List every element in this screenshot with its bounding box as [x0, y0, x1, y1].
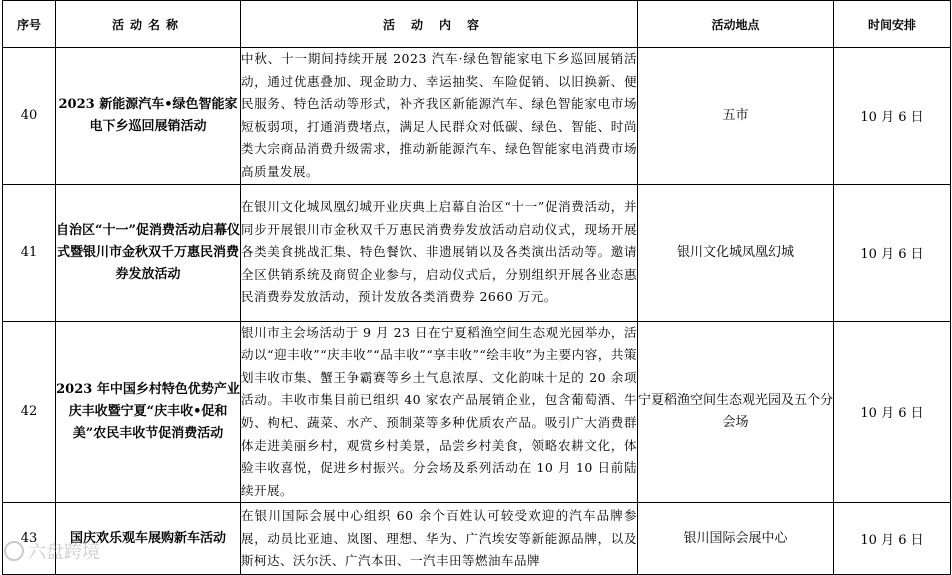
row-index: 43	[3, 503, 56, 575]
row-time: 10 月 6 日	[834, 184, 951, 321]
header-index: 序号	[3, 1, 56, 48]
row-time: 10 月 6 日	[834, 48, 951, 185]
watermark-logo-icon	[4, 541, 24, 561]
row-activity-name: 2023 新能源汽车•绿色智能家电下乡巡回展销活动	[56, 48, 241, 185]
header-location: 活动地点	[638, 1, 834, 48]
header-activity-name: 活动名称	[56, 1, 241, 48]
row-activity-name: 自治区“十一”促消费活动启幕仪式暨银川市金秋双千万惠民消费券发放活动	[56, 184, 241, 321]
row-activity-name: 国庆欢乐观车展购新车活动	[56, 503, 241, 575]
table-row	[3, 503, 951, 575]
row-index: 42	[3, 321, 56, 503]
row-activity-content: 在银川国际会展中心组织 60 余个百姓认可较受欢迎的汽车品牌参展，动员比亚迪、岚图、理想、华为、广汽埃安等新能源品牌，以及斯柯达、沃尔沃、广汽本田、一汽丰田等燃油车品牌	[241, 503, 638, 575]
row-time: 10 月 6 日	[834, 503, 951, 575]
table-row	[3, 48, 951, 185]
row-index: 41	[3, 184, 56, 321]
row-activity-name: 2023 年中国乡村特色优势产业庆丰收暨宁夏“庆丰收•促和美”农民丰收节促消费活动	[56, 321, 241, 503]
header-time: 时间安排	[834, 1, 951, 48]
table-row	[3, 184, 951, 321]
row-time: 10 月 6 日	[834, 321, 951, 503]
row-location: 宁夏稻渔空间生态观光园及五个分会场	[638, 321, 834, 503]
table-row	[3, 321, 951, 503]
watermark-text: 六盘跨境	[28, 542, 100, 563]
watermark	[4, 538, 100, 564]
row-activity-content: 中秋、十一期间持续开展 2023 汽车·绿色智能家电下乡巡回展销活动，通过优惠叠加、现金助力、幸运抽奖、车险促销、以旧换新、便民服务、特色活动等形式，补齐我区新能源汽车、绿色智能家电市场短板弱项，打通消费堵点，满足人民群众对低碳、绿色、智能、时尚类大宗商品消费升级需求，推动新能源汽车、绿色智能家电消费市场高质量发展。	[241, 48, 638, 185]
row-location: 银川国际会展中心	[638, 503, 834, 575]
activity-table	[2, 0, 951, 575]
row-index: 40	[3, 48, 56, 185]
row-activity-content: 在银川文化城凤凰幻城开业庆典上启幕自治区“十一”促消费活动，并同步开展银川市金秋双千万惠民消费券发放活动启动仪式，现场开展各类美食挑战汇集、特色餐饮、非遗展销以及各类演出活动等。邀请全区供销系统及商贸企业参与，启动仪式后，分别组织开展各业态惠民消费券发放活动，预计发放各类消费券 2660 万元。	[241, 184, 638, 321]
row-activity-content: 银川市主会场活动于 9 月 23 日在宁夏稻渔空间生态观光园举办，活动以“迎丰收”“庆丰收”“品丰收”“享丰收”“绘丰收”为主要内容，共策划丰收市集、蟹王争霸赛等乡土气息浓厚、文化韵味十足的 20 余项活动。丰收市集目前已组织 40 家农产品展销企业，包含葡萄酒、牛奶、枸杞、蔬菜、水产、预制菜等多种优质农产品。吸引广大消费群体走进美丽乡村，观赏乡村美景，品尝乡村美食，领略农耕文化，体验丰收喜悦，促进乡村振兴。分会场及系列活动在 10 月 10 日前陆续开展。	[241, 321, 638, 503]
row-location: 银川文化城凤凰幻城	[638, 184, 834, 321]
row-location: 五市	[638, 48, 834, 185]
header-activity-content: 活动内容	[241, 1, 638, 48]
header-row	[3, 1, 951, 48]
